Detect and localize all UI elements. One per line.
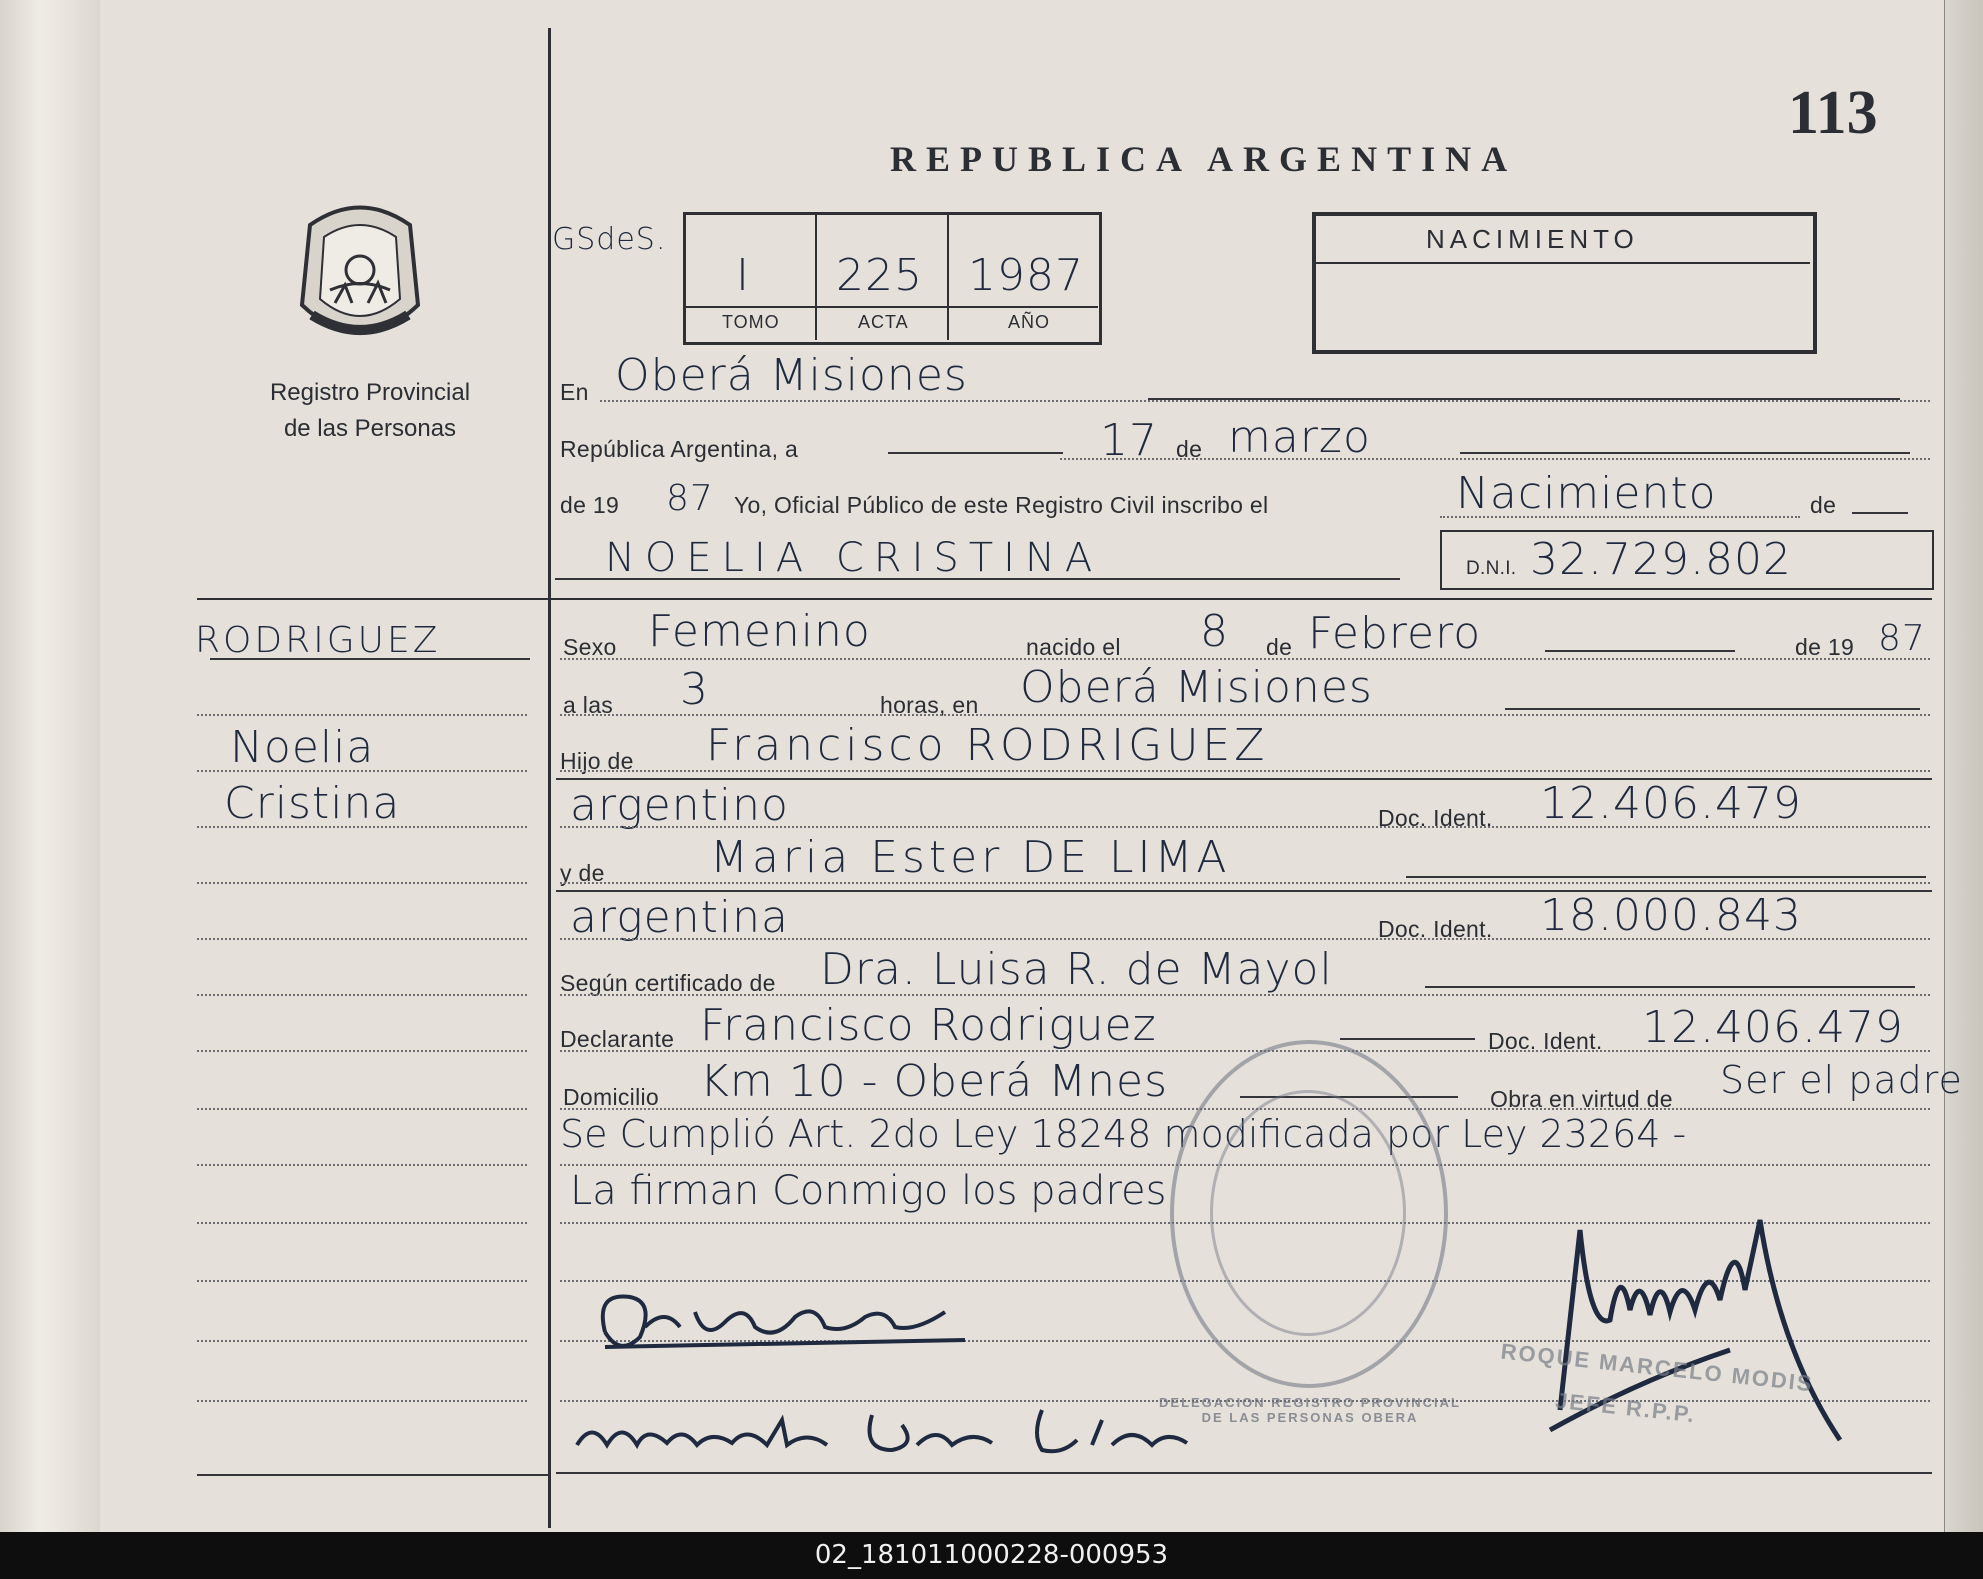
nacido-label: nacido el	[1026, 634, 1121, 660]
a-las-label: a las	[563, 692, 614, 718]
book-binding	[0, 0, 100, 1532]
margin-line-12	[197, 1340, 527, 1342]
page-edge	[1944, 0, 1983, 1532]
margin-line-10	[197, 1222, 527, 1224]
place: Oberá Misiones	[615, 350, 968, 401]
father-name: Francisco RODRIGUEZ	[706, 720, 1269, 771]
emblem-lettering	[250, 200, 251, 201]
birth-place: Oberá Misiones	[1020, 662, 1373, 713]
registry-line-1: Registro Provincial	[269, 379, 471, 406]
declarante-name: Francisco Rodriguez	[700, 1000, 1157, 1051]
place-line	[600, 400, 1930, 402]
child-name: NOELIA CRISTINA	[605, 535, 1103, 581]
mother-rule	[1406, 876, 1926, 878]
mother-nationality: argentina	[570, 892, 789, 943]
ano-value: 1987	[968, 250, 1084, 301]
margin-given-1: Noelia	[230, 722, 375, 773]
birth-month-rule	[1545, 650, 1735, 652]
record-box-divider-2	[947, 214, 949, 340]
child-name-rule	[555, 578, 1400, 580]
father-signature	[585, 1272, 1005, 1362]
segun-label: Según certificado de	[560, 970, 776, 996]
margin-line-13	[197, 1400, 527, 1402]
official-signature	[1520, 1200, 1900, 1460]
de-label-3: de	[1266, 634, 1293, 660]
doctor-line	[560, 994, 1930, 996]
column-divider	[548, 28, 551, 1528]
page-number: 113	[1788, 79, 1878, 147]
mother-signature	[572, 1395, 1212, 1465]
margin-line-4	[197, 882, 527, 884]
record-prefix: GSdeS.	[552, 222, 667, 257]
domicilio-value: Km 10 - Oberá Mnes	[700, 1056, 1169, 1107]
mother-line	[560, 882, 1930, 884]
margin-line-1	[197, 714, 527, 716]
margin-surname: RODRIGUEZ	[195, 620, 441, 661]
officer-statement: Yo, Oficial Público de este Registro Civil inscribo el	[734, 492, 1269, 518]
obra-value: Ser el padre	[1720, 1058, 1963, 1102]
mother-doc: 18.000.843	[1540, 890, 1802, 941]
birth-day: 8	[1200, 606, 1229, 657]
tomo-value: I	[736, 250, 750, 301]
official-name-stamp: ROQUE MARCELO MODIS	[1499, 1338, 1815, 1397]
scan-id-footer: 02_181011000228-000953	[0, 1532, 1983, 1579]
margin-given-2: Cristina	[224, 778, 401, 829]
acta-label: ACTA	[858, 312, 909, 332]
hour-line	[560, 714, 1930, 716]
birth-month: Febrero	[1308, 608, 1482, 659]
registration-day: 17	[1100, 415, 1158, 466]
doctor-rule	[1425, 986, 1915, 988]
signing-note: La firman Conmigo los padres	[570, 1168, 1167, 1214]
republica-label: República Argentina, a	[560, 436, 799, 462]
record-box-divider-1	[815, 214, 817, 340]
margin-line-5	[197, 938, 527, 940]
hijo-label: Hijo de	[560, 748, 634, 774]
en-label: En	[560, 379, 589, 405]
ano-label: AÑO	[1008, 312, 1051, 332]
doctor-name: Dra. Luisa R. de Mayol	[820, 944, 1333, 995]
provincial-emblem	[290, 195, 430, 345]
year-label: de 19	[560, 492, 620, 518]
registration-year: 87	[666, 478, 714, 519]
birth-year-label: de 19	[1795, 634, 1855, 660]
margin-line-9	[197, 1164, 527, 1166]
record-type: NACIMIENTO	[1426, 224, 1639, 254]
de-label-1: de	[1176, 436, 1203, 462]
event-type: Nacimiento	[1456, 468, 1717, 519]
obra-label: Obra en virtud de	[1490, 1086, 1673, 1112]
declarante-doc: 12.406.479	[1642, 1002, 1904, 1053]
father-nat-line	[560, 826, 1930, 828]
margin-line-6	[197, 994, 527, 996]
event-line	[1440, 516, 1800, 518]
registry-line-2: de las Personas	[283, 415, 457, 442]
emblem-top-text	[250, 200, 251, 201]
father-line	[560, 770, 1930, 772]
registry-name	[210, 375, 530, 447]
event-rule	[1852, 512, 1908, 514]
margin-line-8	[197, 1108, 527, 1110]
domicilio-label: Domicilio	[563, 1084, 659, 1110]
delegation-stamp-text: DELEGACION REGISTRO PROVINCIAL DE LAS PERSONAS OBERA	[1159, 1395, 1461, 1425]
margin-line-2	[197, 770, 527, 772]
tomo-label: TOMO	[722, 312, 780, 332]
declarante-label: Declarante	[560, 1026, 675, 1052]
father-doc: 12.406.479	[1540, 778, 1802, 829]
margin-line-3	[197, 826, 527, 828]
father-nationality: argentino	[570, 780, 789, 831]
declarante-rule	[1340, 1038, 1475, 1040]
y-de-label: y de	[560, 860, 605, 886]
record-box-label-line	[686, 306, 1098, 308]
birth-year: 87	[1878, 618, 1926, 659]
horas-label: horas, en	[880, 692, 979, 718]
registration-month: marzo	[1228, 412, 1371, 463]
document-title: REPUBLICA ARGENTINA	[890, 139, 1518, 179]
father-doc-label: Doc. Ident.	[1378, 805, 1493, 831]
mother-name: Maria Ester DE LIMA	[710, 832, 1231, 883]
official-title-stamp: JEFE R.P.P.	[1554, 1387, 1698, 1428]
sexo-value: Femenino	[648, 606, 871, 657]
record-type-divider	[1316, 262, 1810, 264]
margin-top-rule	[197, 598, 549, 600]
legal-note: Se Cumplió Art. 2do Ley 18248 modificada por Ley 23264 -	[560, 1112, 1687, 1156]
margin-line-7	[197, 1050, 527, 1052]
dni-label: D.N.I.	[1466, 558, 1517, 579]
bottom-rule	[556, 1472, 1932, 1474]
mother-doc-label: Doc. Ident.	[1378, 916, 1493, 942]
delegation-stamp-inner	[1210, 1090, 1406, 1336]
date-line	[1060, 458, 1930, 460]
margin-surname-underline	[210, 658, 530, 660]
sexo-label: Sexo	[563, 634, 617, 660]
mother-nat-line	[560, 938, 1930, 940]
date-rule	[1460, 452, 1910, 454]
dni-value: 32.729.802	[1530, 534, 1792, 585]
date-pre-rule	[888, 452, 1063, 454]
declarante-doc-label: Doc. Ident.	[1488, 1028, 1603, 1054]
margin-bottom-rule	[197, 1474, 549, 1476]
place-rule	[1148, 398, 1900, 400]
sexo-line	[560, 658, 1930, 660]
declarante-line	[560, 1050, 1930, 1052]
birth-hour: 3	[680, 664, 709, 715]
de-label-2: de	[1810, 492, 1837, 518]
acta-value: 225	[836, 250, 923, 301]
margin-line-11	[197, 1280, 527, 1282]
birth-place-rule	[1505, 708, 1920, 710]
